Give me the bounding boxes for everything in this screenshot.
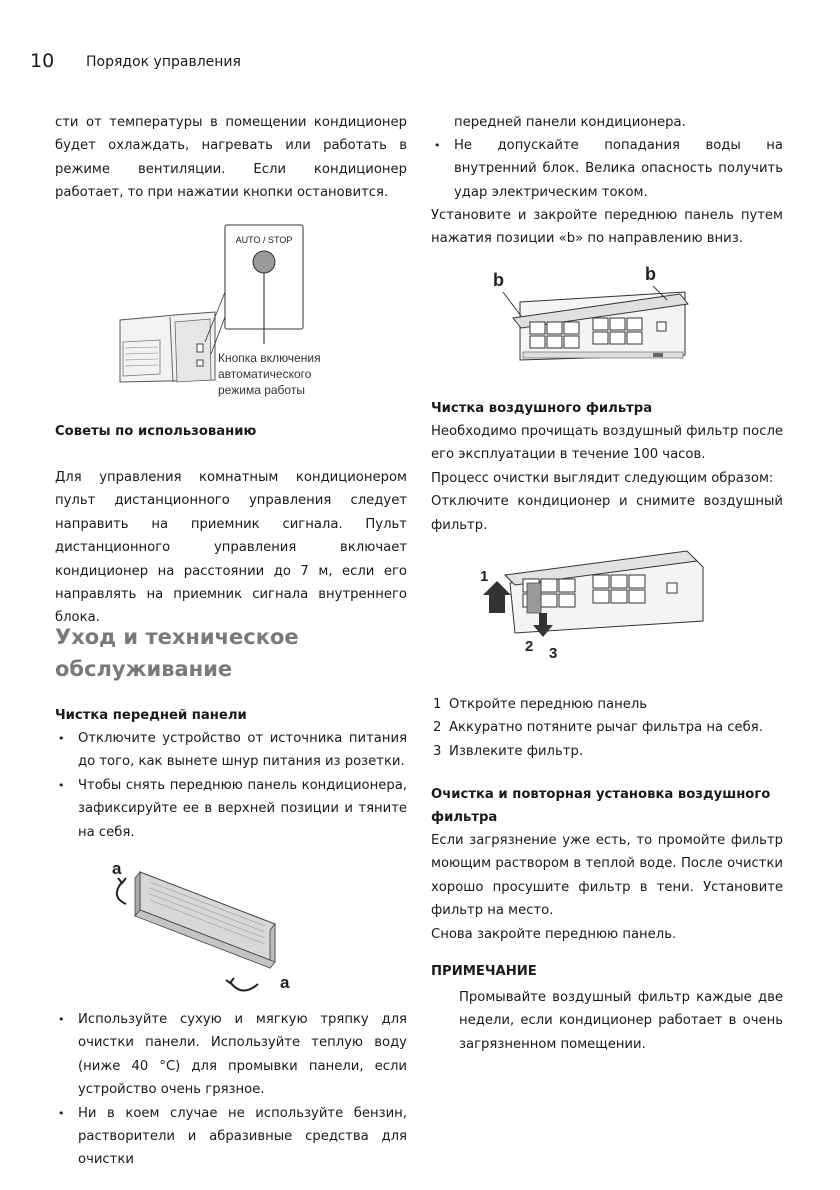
step-3: 3 Извлеките фильтр. (433, 743, 584, 759)
step-1: 1 Откройте переднюю панель (433, 697, 648, 712)
step-label-2: 2 (525, 638, 534, 655)
continued-bullet-tail: передней панели кондиционера. (454, 115, 686, 130)
page-number: 10 (30, 50, 55, 72)
auto-button-caption-1: Кнопка включения (218, 351, 321, 365)
label-b-left: b (493, 270, 504, 290)
filter-remove-text: Отключите кондиционер и снимите воздушный фильтр. (431, 494, 783, 533)
front-panel-list (55, 727, 407, 844)
step-2: 2 Аккуратно потяните рычаг фильтра на себя. (433, 720, 763, 736)
running-header: Порядок управления (86, 54, 241, 70)
clean-reinstall-heading: Очистка и повторная установка воздушного фильтра (431, 787, 771, 826)
front-bullet-2: • Чтобы снять переднюю панель кондиционера, зафиксируйте ее в верхней позиции и тяните на себя. (55, 774, 407, 844)
care-bullet-2: • Ни в коем случае не используйте бензин, растворители и абразивные средства для очистки (55, 1102, 407, 1172)
front-bullet-1: • Отключите устройство от источника питания до того, как вынете шнур питания из розетки. (55, 727, 407, 774)
intro-paragraph: сти от температуры в помещении кондиционер будет охлаждать, нагревать или работать в режиме вентиляции. Если кондиционер работает, то при нажатии кнопки остановится. (55, 115, 407, 201)
panel-care-list (55, 1008, 407, 1172)
front-panel-heading: Чистка передней панели (55, 708, 247, 723)
continued-bullet (431, 111, 783, 134)
filter-interval-text: Необходимо прочищать воздушный фильтр после его эксплуатации в течение 100 часов. (431, 424, 783, 463)
auto-button-caption-2: автоматического (218, 367, 312, 381)
clean-reinstall-paragraph: Если загрязнение уже есть, то промойте фильтр моющим раствором в теплой воде. После очистки хорошо просушите фильтр в тени. Установите фильтр на место. Снова закройте переднюю панель. (431, 833, 783, 942)
filter-heading: Чистка воздушного фильтра (431, 401, 653, 416)
label-a-top: a (112, 859, 122, 878)
care-bullet-1: • Используйте сухую и мягкую тряпку для очистки панели. Используйте теплую воду (ниже 40 °C) для промывки панели, если устройство очень грязное. (55, 1008, 407, 1102)
section-title: Уход и техническое обслуживание (55, 625, 299, 681)
tips-heading: Советы по использованию (55, 424, 257, 439)
install-panel-paragraph: Установите и закройте переднюю панель путем нажатия позиции «b» по направлению вниз. (431, 208, 783, 247)
auto-button-caption-3: режима работы (218, 383, 305, 397)
filter-steps (431, 693, 783, 763)
tips-paragraph: Для управления комнатным кондиционером пульт дистанционного управления следует направить на приемник сигнала. Пульт дистанционного управления включает кондиционер на расстоянии до 7 м, если его направлять на приемник сигнала внутреннего блока. (55, 470, 407, 626)
note-heading: ПРИМЕЧАНИЕ (431, 964, 537, 979)
panel-install-figure (485, 260, 695, 370)
filter-paragraphs (431, 420, 783, 537)
step-label-1: 1 (480, 568, 489, 585)
filter-removal-figure (475, 545, 710, 665)
label-a-bottom: a (280, 973, 290, 992)
filter-process-text: Процесс очистки выглядит следующим образом: (431, 470, 774, 486)
label-b-right: b (645, 264, 656, 284)
front-panel-removal-figure (100, 852, 310, 1002)
water-warning-list (431, 134, 783, 204)
note-text: Промывайте воздушный фильтр каждые две недели, если кондиционер работает в очень загрязненном помещении. (459, 990, 783, 1052)
step-label-3: 3 (549, 645, 558, 662)
auto-stop-label: AUTO / STOP (235, 235, 293, 245)
auto-stop-figure (115, 222, 345, 402)
water-warning-bullet: • Не допускайте попадания воды на внутренний блок. Велика опасность получить удар электрическим током. (431, 134, 783, 204)
